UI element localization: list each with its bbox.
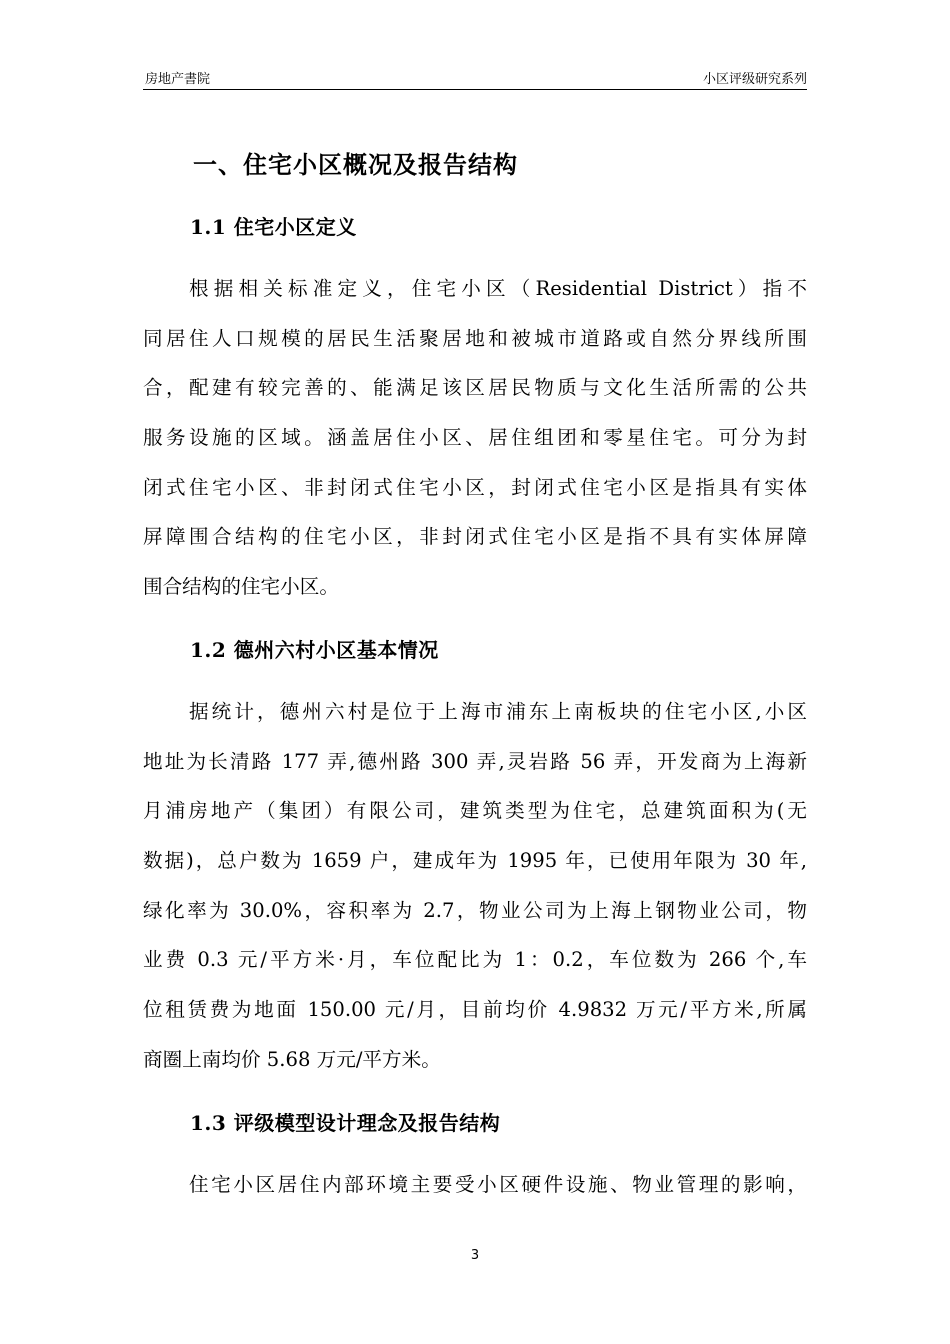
paragraph-line: 业费 0.3 元/平方米·月，车位配比为 1：0.2，车位数为 266 个,车 [143, 948, 807, 972]
paragraph-line: 围合结构的住宅小区。 [143, 575, 339, 599]
paragraph-definition [143, 264, 807, 612]
paragraph-line: 据统计，德州六村是位于上海市浦东上南板块的住宅小区,小区 [189, 700, 807, 723]
subsection-title-1-1: 1.1 住宅小区定义 [190, 215, 357, 239]
subsection-title-1-2: 1.2 德州六村小区基本情况 [190, 638, 439, 662]
paragraph-line: 屏障围合结构的住宅小区，非封闭式住宅小区是指不具有实体屏障 [143, 525, 807, 549]
subsection-title-1-3: 1.3 评级模型设计理念及报告结构 [190, 1111, 501, 1135]
section-title: 一、住宅小区概况及报告结构 [193, 150, 518, 179]
paragraph-line: 地址为长清路 177 弄,德州路 300 弄,灵岩路 56 弄，开发商为上海新 [143, 749, 807, 773]
paragraph-line: 服务设施的区域。涵盖居住小区、居住组团和零星住宅。可分为封 [143, 426, 807, 450]
header-series-title: 小区评级研究系列 [702, 72, 807, 87]
page-header [143, 63, 807, 90]
paragraph-line: 月浦房地产（集团）有限公司，建筑类型为住宅，总建筑面积为(无 [143, 799, 807, 823]
paragraph-line: 闭式住宅小区、非封闭式住宅小区，封闭式住宅小区是指具有实体 [143, 475, 807, 499]
paragraph-line: 同居住人口规模的居民生活聚居地和被城市道路或自然分界线所围 [143, 326, 807, 350]
paragraph-line: 商圈上南均价 5.68 万元/平方米。 [143, 1047, 441, 1071]
paragraph-line: 位租赁费为地面 150.00 元/月，目前均价 4.9832 万元/平方米,所属 [143, 998, 807, 1022]
paragraph-model-design [143, 1160, 807, 1210]
paragraph-line: 绿化率为 30.0%，容积率为 2.7，物业公司为上海上钢物业公司，物 [143, 898, 807, 922]
paragraph-line: 合，配建有较完善的、能满足该区居民物质与文化生活所需的公共 [143, 376, 807, 400]
paragraph-line: 根据相关标准定义，住宅小区（Residential District）指不 [189, 277, 807, 300]
paragraph-line: 住宅小区居住内部环境主要受小区硬件设施、物业管理的影响， [189, 1173, 807, 1196]
paragraph-line: 数据)，总户数为 1659 户，建成年为 1995 年，已使用年限为 30 年, [143, 849, 807, 873]
header-publisher: 房地产書院 [145, 72, 211, 87]
page-number: 3 [470, 1248, 480, 1263]
paragraph-basic-info [143, 687, 807, 1085]
